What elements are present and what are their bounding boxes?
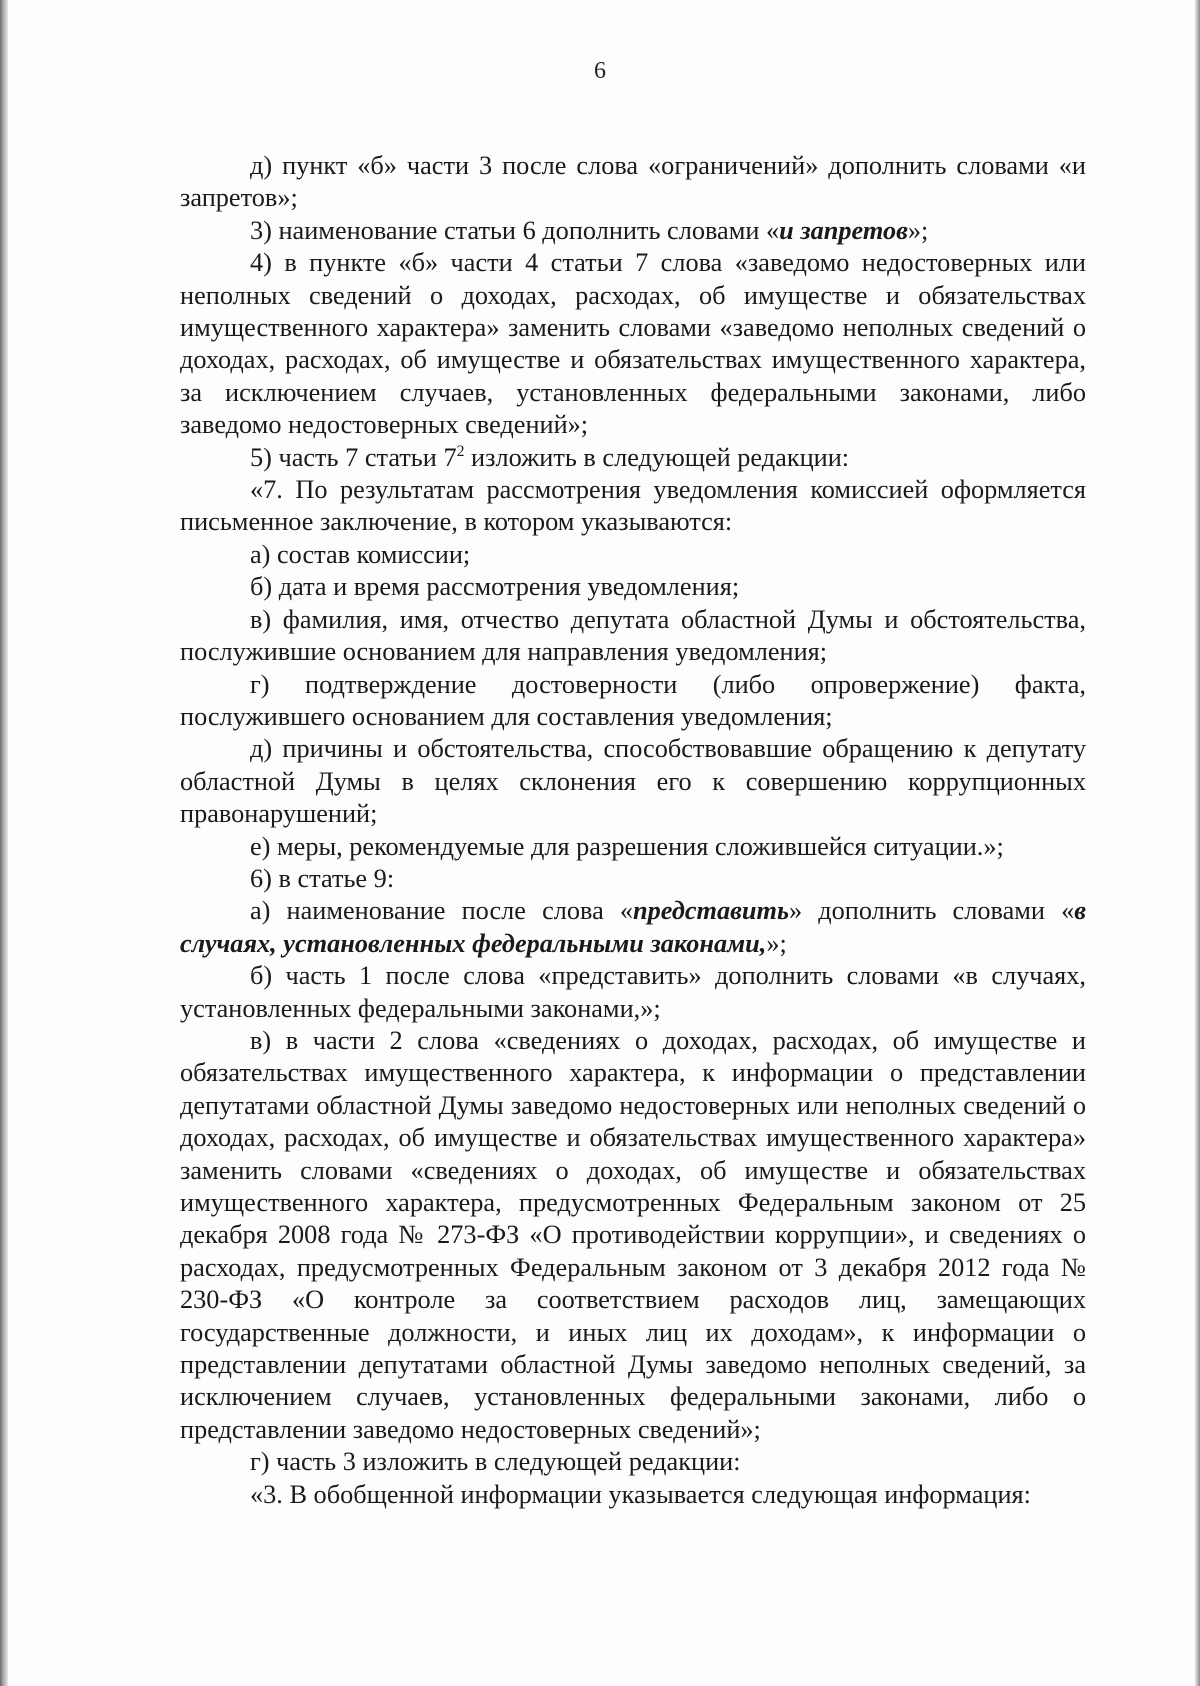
scan-edge-right (1194, 0, 1200, 1686)
paragraph-3-text-start: 3) наименование статьи 6 дополнить словами « (250, 215, 780, 245)
paragraph-item-b: б) дата и время рассмотрения уведомления; (250, 572, 740, 602)
document-body (180, 150, 1086, 1511)
page-number: 6 (594, 58, 606, 84)
paragraph-9a-emphasis-1: представить (633, 896, 789, 926)
paragraph-6-article-9: 6) в статье 9: (250, 863, 395, 893)
paragraph-9-item-b: б) часть 1 после слова «представить» дополнить словами «в случаях, установленных федеральными законами,»; (180, 961, 1086, 1023)
paragraph-9-item-g: г) часть 3 изложить в следующей редакции: (250, 1447, 741, 1477)
paragraph-5-text-end: изложить в следующей редакции: (464, 442, 850, 472)
paragraph-3-text-end: »; (907, 215, 929, 245)
paragraph-5-superscript: 2 (456, 442, 465, 460)
paragraph-4-article-7: 4) в пункте «б» части 4 статьи 7 слова «заведомо недостоверных или неполных сведений о доходах, расходах, об имуществе и обязательствах имущественного характера» заменить словами «заведомо неполных сведений о доходах, расходах, об имуществе и обязательствах имущественного характера, за исключением случаев, установленных федеральными законами, либо заведомо недостоверных сведений»; (180, 248, 1086, 440)
paragraph-item-a: а) состав комиссии; (250, 539, 471, 569)
paragraph-item-d: д) причины и обстоятельства, способствовавшие обращению к депутату областной Думы в целях склонения его к совершению коррупционных правонарушений; (180, 734, 1086, 829)
paragraph-quote-3: «3. В обобщенной информации указывается следующая информация: (250, 1479, 1031, 1509)
paragraph-d-item-b: д) пункт «б» части 3 после слова «ограничений» дополнить словами «и запретов»; (180, 151, 1086, 213)
paragraph-3-emphasis: и запретов (779, 215, 908, 245)
paragraph-3-article-6 (180, 215, 1086, 247)
paragraph-item-e: е) меры, рекомендуемые для разрешения сложившейся ситуации.»; (250, 831, 1004, 861)
paragraph-item-v: в) фамилия, имя, отчество депутата областной Думы и обстоятельства, послужившие основанием для направления уведомления; (180, 604, 1086, 667)
scan-edge-left (0, 0, 8, 1686)
paragraph-9a-text-3: »; (766, 928, 787, 958)
paragraph-9a-text-1: а) наименование после слова « (250, 896, 634, 926)
paragraph-5-article-7-2 (180, 442, 1086, 474)
paragraph-9a-emphasis-2: в случаях, установленных федеральными законами, (180, 896, 1086, 958)
paragraph-9a-text-2: » дополнить словами « (789, 896, 1075, 926)
paragraph-quote-7: «7. По результатам рассмотрения уведомления комиссией оформляется письменное заключение, в котором указываются: (180, 475, 1086, 537)
paragraph-9-item-v: в) в части 2 слова «сведениях о доходах, расходах, об имуществе и обязательствах имущественного характера, к информации о представлении депутатами областной Думы заведомо недостоверных или неполных сведений о доходах, расходах, об имуществе и обязательствах имущественного характера» заменить словами «сведениях о доходах, об имуществе и обязательствах имущественного характера, предусмотренных Федеральным законом от 25 декабря 2008 года № 273-ФЗ «О противодействии коррупции», и сведениях о расходах, предусмотренных Федеральным законом от 3 декабря 2012 года № 230-ФЗ «О контроле за соответствием расходов лиц, замещающих государственные должности, и иных лиц их доходам», к информации о представлении депутатами областной Думы заведомо неполных сведений, за исключением случаев, установленных федеральными законами, либо о представлении заведомо недостоверных сведений»; (180, 1025, 1086, 1444)
paragraph-item-g: г) подтверждение достоверности (либо опровержение) факта, послужившего основанием для составления уведомления; (180, 669, 1086, 731)
paragraph-5-text-start: 5) часть 7 статьи 7 (250, 442, 457, 472)
paragraph-9-item-a (180, 895, 1086, 960)
